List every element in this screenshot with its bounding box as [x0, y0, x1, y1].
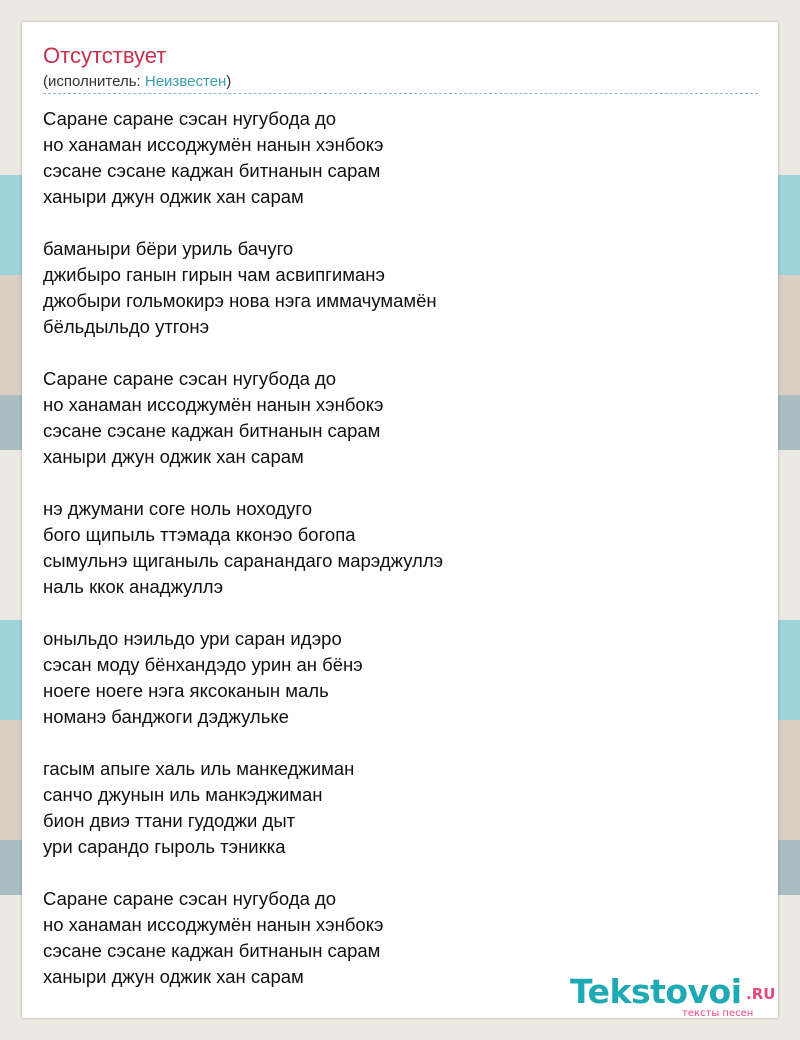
- song-title: Отсутствует: [43, 43, 167, 68]
- lyric-line: сэсане сэсане каджан битнанын сарам: [43, 420, 381, 441]
- lyrics-stanza: [43, 496, 758, 600]
- lyric-line: номанэ банджоги дэджульке: [43, 706, 289, 727]
- logo-tld: .RU: [746, 985, 776, 1003]
- lyric-line: сэсан моду бёнхандэдо урин ан бёнэ: [43, 654, 363, 675]
- artist-line: [43, 72, 231, 92]
- artist-link[interactable]: Неизвестен: [144, 73, 227, 90]
- lyric-line: джобыри гольмокирэ нова нэга иммачумамён: [43, 290, 437, 311]
- logo-tagline: тексты песен: [682, 1008, 754, 1019]
- lyric-line: но ханаман иссоджумён нанын хэнбокэ: [43, 914, 384, 935]
- lyric-line: Саране саране сэсан нугубода до: [43, 888, 337, 909]
- site-logo[interactable]: [570, 972, 780, 1022]
- lyrics-stanza: [43, 366, 758, 470]
- title-divider: [43, 93, 758, 94]
- lyric-line: но ханаман иссоджумён нанын хэнбокэ: [43, 394, 384, 415]
- lyric-line: бёльдыльдо утгонэ: [43, 316, 210, 337]
- lyric-line: нэ джумани соге ноль ноходуго: [43, 498, 312, 519]
- lyric-line: бион двиэ ттани гудоджи дыт: [43, 810, 296, 831]
- lyrics-stanza: [43, 756, 758, 860]
- lyric-line: ноеге ноеге нэга яксоканын маль: [43, 680, 329, 701]
- lyric-line: оныльдо нэильдо ури саран идэро: [43, 628, 342, 649]
- lyrics-card: [22, 22, 778, 1018]
- lyrics-body: [43, 106, 758, 1016]
- lyric-line: ури сарандо гыроль тэникка: [43, 836, 286, 857]
- lyrics-stanza: [43, 106, 758, 210]
- lyric-line: ханыри джун оджик хан сарам: [43, 186, 304, 207]
- lyric-line: ханыри джун оджик хан сарам: [43, 966, 304, 987]
- lyric-line: бого щипыль ттэмада кконэо богопа: [43, 524, 356, 545]
- lyric-line: наль ккок анаджуллэ: [43, 576, 224, 597]
- logo-wordmark: Tekstovoi: [570, 972, 742, 1011]
- lyric-line: ханыри джун оджик хан сарам: [43, 446, 304, 467]
- lyric-line: Саране саране сэсан нугубода до: [43, 108, 337, 129]
- lyric-line: сымульнэ щиганыль саранандаго марэджуллэ: [43, 550, 444, 571]
- artist-prefix: (исполнитель:: [43, 73, 145, 90]
- lyrics-stanza: [43, 236, 758, 340]
- lyric-line: баманыри бёри уриль бачуго: [43, 238, 294, 259]
- lyric-line: сэсане сэсане каджан битнанын сарам: [43, 160, 381, 181]
- lyric-line: сэсане сэсане каджан битнанын сарам: [43, 940, 381, 961]
- lyrics-stanza: [43, 626, 758, 730]
- artist-suffix: ): [226, 73, 232, 90]
- lyric-line: Саране саране сэсан нугубода до: [43, 368, 337, 389]
- lyric-line: джибыро ганын гирын чам асвипгиманэ: [43, 264, 385, 285]
- lyric-line: санчо джунын иль манкэджиман: [43, 784, 323, 805]
- lyric-line: гасым апыге халь иль манкеджиман: [43, 758, 355, 779]
- lyric-line: но ханаман иссоджумён нанын хэнбокэ: [43, 134, 384, 155]
